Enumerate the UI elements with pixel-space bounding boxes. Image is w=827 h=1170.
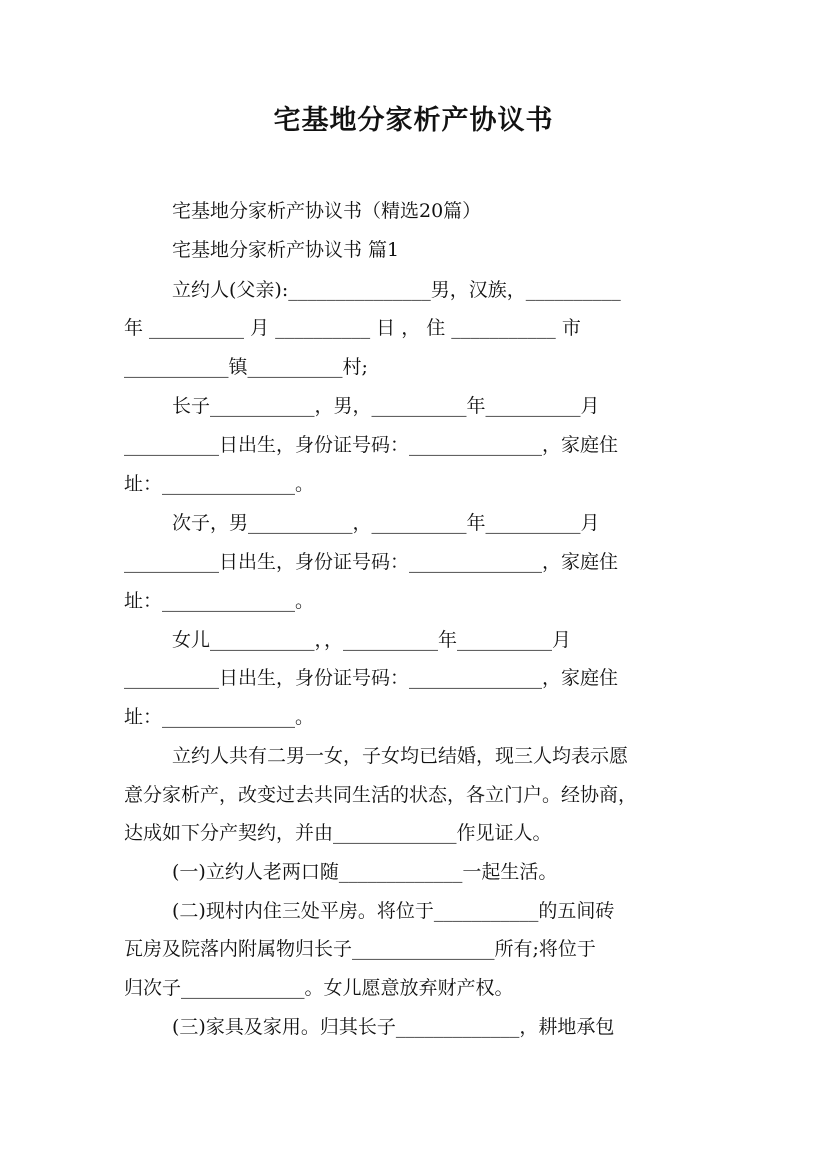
clause-line: (二)现村内住三处平房。将位于___________的五间砖: [172, 900, 615, 922]
paragraph-line: 达成如下分产契约，并由_____________作见证人。: [124, 822, 552, 844]
text-line: __________日出生，身份证号码：______________，家庭住: [124, 434, 619, 456]
section-heading: 宅基地分家析产协议书 篇1: [172, 239, 400, 261]
text-line: 长子___________，男，__________年__________月: [172, 395, 600, 417]
text-line: 女儿___________，，__________年__________月: [172, 629, 572, 651]
text-line: 址：______________。: [124, 473, 315, 495]
paragraph-line: 立约人共有二男一女，子女均已结婚，现三人均表示愿: [172, 745, 629, 767]
text-line: 址：______________。: [124, 590, 315, 612]
paragraph-line: 意分家析产，改变过去共同生活的状态，各立门户。经协商，: [124, 784, 638, 806]
document-title: 宅基地分家析产协议书: [273, 105, 554, 136]
text-line: 次子，男___________，__________年__________月: [172, 512, 600, 534]
text-line: ___________镇__________村;: [124, 356, 368, 378]
text-line: __________日出生，身份证号码：______________，家庭住: [124, 667, 619, 689]
clause-line: 瓦房及院落内附属物归长子_______________所有;将位于: [124, 938, 596, 960]
text-line: 年 __________ 月 __________ 日 ， 住 ___________ 市: [124, 317, 581, 339]
text-line: __________日出生，身份证号码：______________，家庭住: [124, 551, 619, 573]
text-line: 址：______________。: [124, 706, 315, 728]
clause-line: 归次子_____________。女儿愿意放弃财产权。: [124, 977, 514, 999]
text-line: 立约人(父亲):_______________男，汉族，__________: [172, 279, 621, 301]
subtitle-line: 宅基地分家析产协议书（精选20篇）: [172, 200, 482, 222]
clause-line: (一)立约人老两口随_____________一起生活。: [172, 861, 558, 883]
clause-line: (三)家具及家用。归其长子_____________，耕地承包: [172, 1016, 615, 1038]
